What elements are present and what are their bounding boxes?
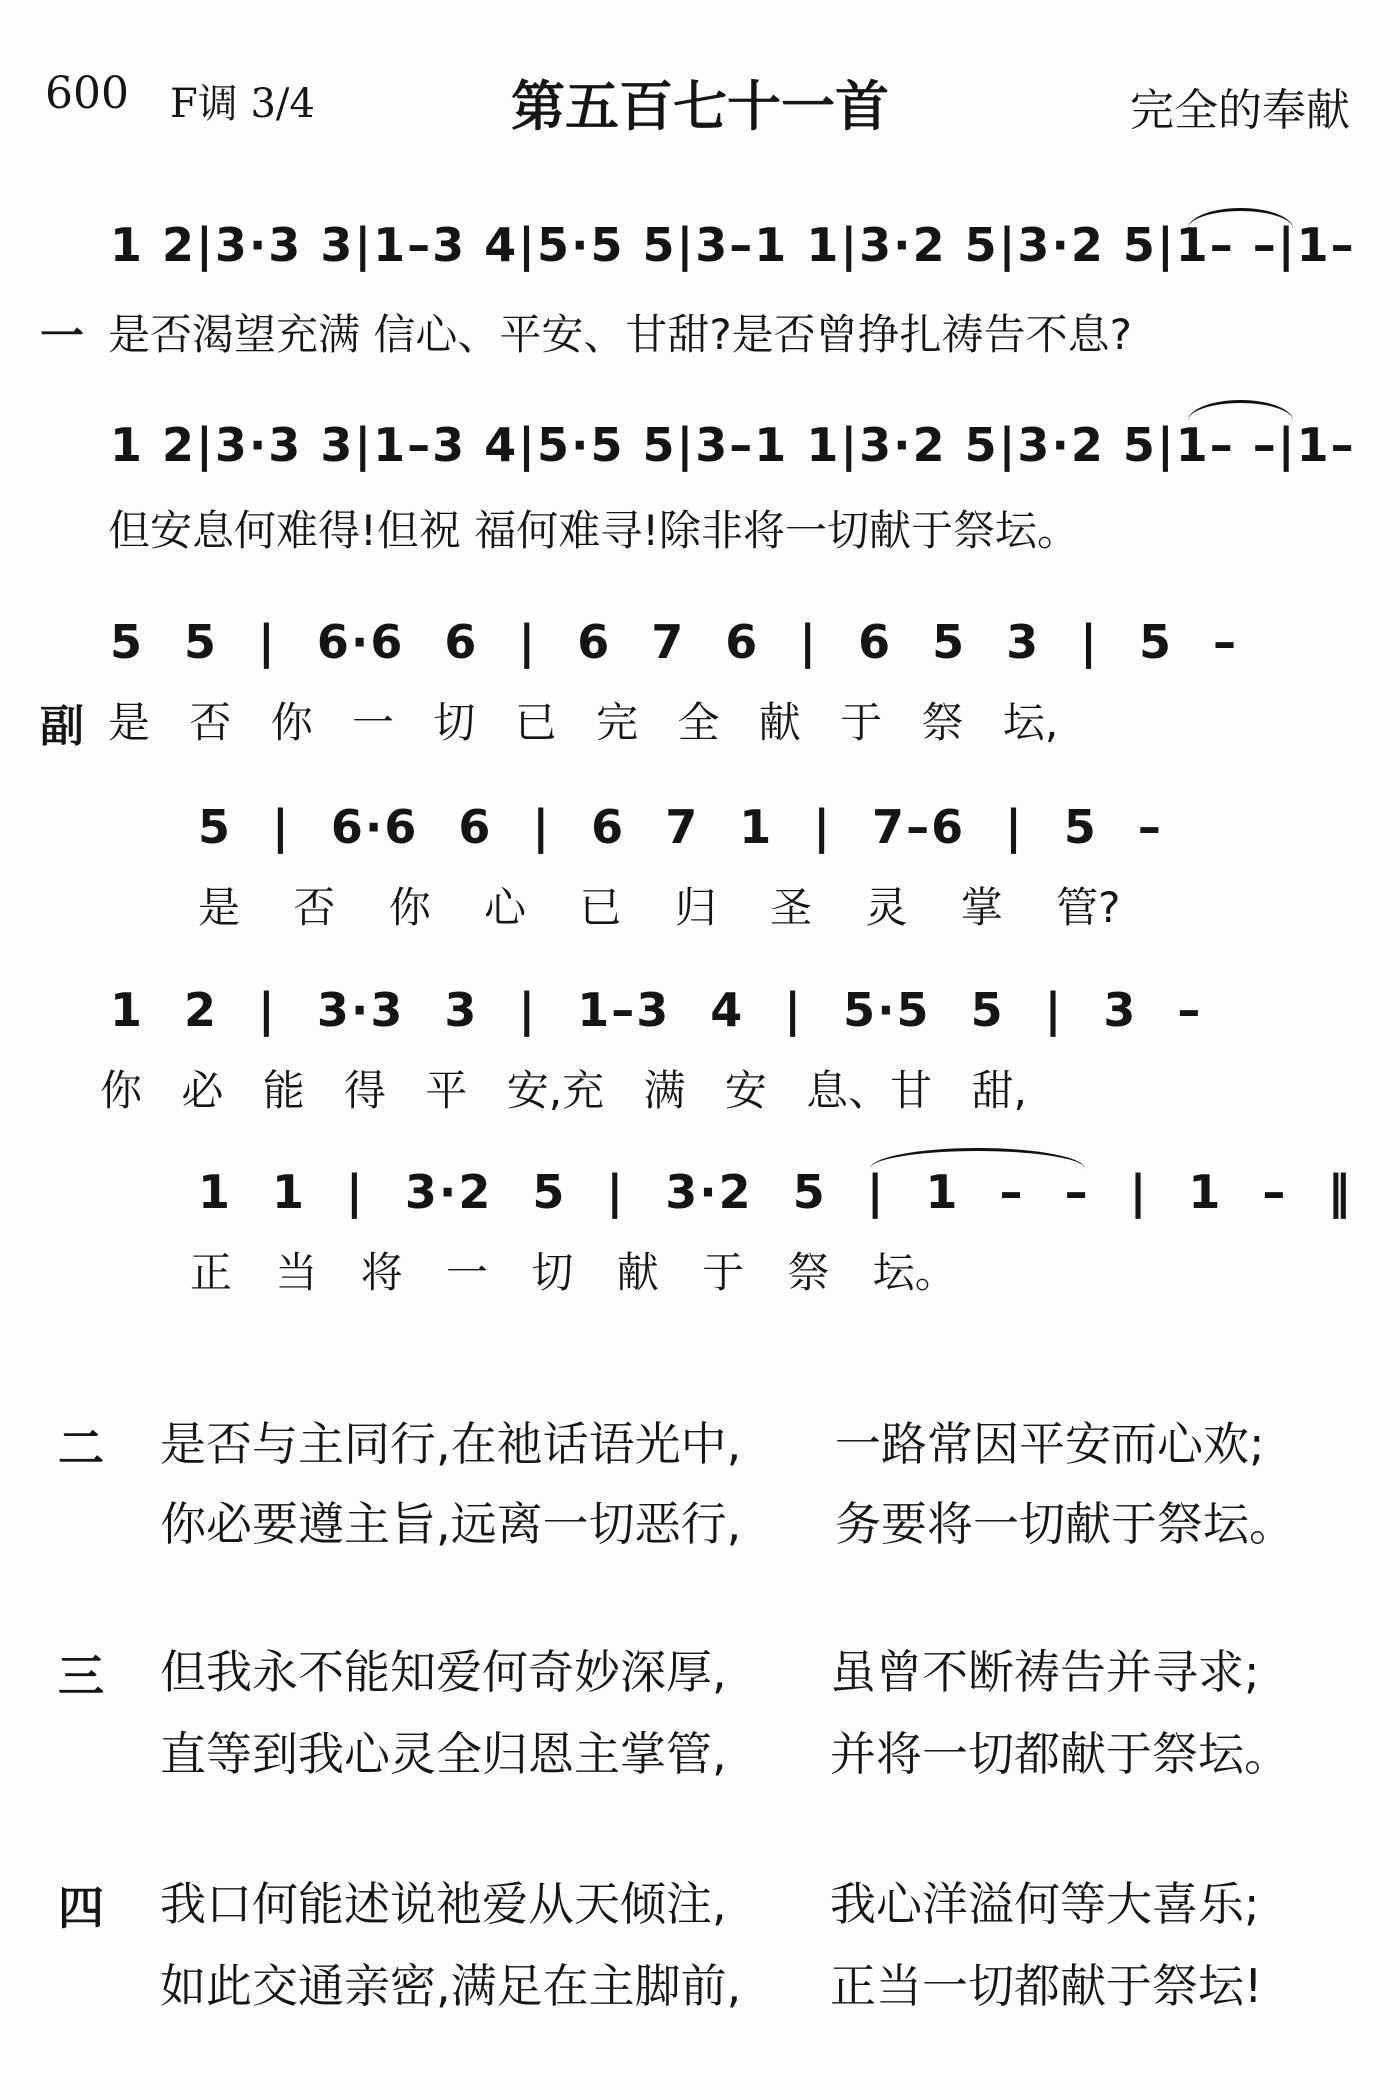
hymn-number: 600 (45, 68, 129, 119)
verse-3-line-1b: 虽曾不断祷告并寻求; (830, 1645, 1260, 1699)
verse-label-1: 一 (40, 311, 84, 362)
score-lyrics-line-4: 是 否 你 心 已 归 圣 灵 掌 管? (198, 883, 1121, 932)
score-lyrics-line-2: 但安息何难得!但祝 福何难寻!除非将一切献于祭坛。 (108, 506, 1080, 555)
verse-3-line-2a: 直等到我心灵全归恩主掌管, (160, 1727, 727, 1781)
score-notes-line-6: 1 1 | 3·2 5 | 3·2 5 | 1 – – | 1 – ‖ (198, 1165, 1353, 1219)
score-lyrics-line-6: 正 当 将 一 切 献 于 祭 坛。 (190, 1248, 957, 1297)
key-time-signature: F调 3/4 (170, 81, 315, 127)
score-notes-line-5: 1 2 | 3·3 3 | 1–3 4 | 5·5 5 | 3 – (110, 983, 1203, 1037)
verse-2-line-1a: 是否与主同行,在祂话语光中, (160, 1417, 742, 1471)
verse-4-line-2b: 正当一切都献于祭坛! (830, 1959, 1263, 2013)
score-notes-line-2: 1 2|3·3 3|1–3 4|5·5 5|3–1 1|3·2 5|3·2 5|1– –|1– (110, 418, 1356, 472)
hymn-title: 第五百七十一首 (511, 75, 889, 138)
score-notes-line-1: 1 2|3·3 3|1–3 4|5·5 5|3–1 1|3·2 5|3·2 5|1– –|1– (110, 218, 1356, 272)
score-notes-line-4: 5 | 6·6 6 | 6 7 1 | 7–6 | 5 – (198, 800, 1163, 854)
verse-2-line-2b: 务要将一切献于祭坛。 (835, 1497, 1295, 1551)
verse-4-line-2a: 如此交通亲密,满足在主脚前, (160, 1959, 742, 2013)
verse-4-line-1a: 我口何能述说祂爱从天倾注, (160, 1877, 727, 1931)
verse-number-2: 二 (58, 1421, 104, 1475)
verse-2-line-1b: 一路常因平安而心欢; (835, 1417, 1265, 1471)
tie-line-6 (870, 1148, 1085, 1173)
score-notes-line-3: 5 5 | 6·6 6 | 6 7 6 | 6 5 3 | 5 – (110, 615, 1238, 669)
refrain-label: 副 (40, 701, 84, 752)
verse-3-line-1a: 但我永不能知爱何奇妙深厚, (160, 1645, 727, 1699)
hymn-name: 完全的奉献 (1130, 85, 1350, 136)
verse-number-3: 三 (58, 1649, 104, 1703)
score-lyrics-line-5: 你 必 能 得 平 安,充 满 安 息、甘 甜, (100, 1066, 1027, 1115)
tie-line-2 (1188, 400, 1293, 425)
tie-line-1 (1188, 208, 1293, 233)
verse-3-line-2b: 并将一切都献于祭坛。 (830, 1727, 1290, 1781)
verse-number-4: 四 (58, 1881, 104, 1935)
score-lyrics-line-3: 是 否 你 一 切 已 完 全 献 于 祭 坛, (108, 698, 1059, 747)
verse-2-line-2a: 你必要遵主旨,远离一切恶行, (160, 1497, 742, 1551)
score-lyrics-line-1: 是否渴望充满 信心、平安、甘甜?是否曾挣扎祷告不息? (108, 310, 1132, 359)
verse-4-line-1b: 我心洋溢何等大喜乐; (830, 1877, 1260, 1931)
